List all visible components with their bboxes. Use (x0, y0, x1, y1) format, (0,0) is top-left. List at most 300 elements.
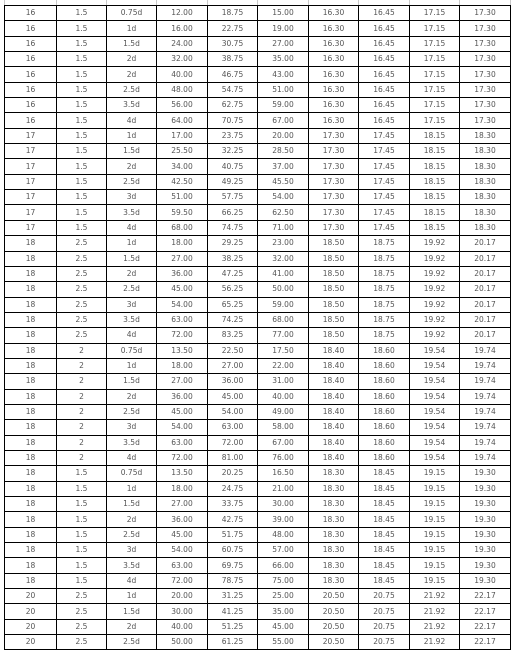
table-row (5, 6, 511, 21)
table-cell: 18.30 (460, 205, 511, 220)
table-cell: 18.50 (309, 236, 359, 251)
table-cell: 18.15 (410, 190, 460, 205)
table-cell: 32.00 (157, 52, 208, 67)
table-cell: 19.92 (410, 297, 460, 312)
table-cell: 45.50 (258, 174, 309, 189)
table-cell: 18.15 (410, 220, 460, 235)
table-cell: 17.50 (258, 343, 309, 358)
table-cell: 20 (5, 604, 57, 619)
table-cell: 20 (5, 589, 57, 604)
table-cell: 54.00 (157, 543, 208, 558)
table-cell: 16.45 (359, 6, 410, 21)
table-cell: 20.25 (208, 466, 258, 481)
table-cell: 19.74 (460, 450, 511, 465)
table-cell: 78.75 (208, 573, 258, 588)
table-row (5, 450, 511, 465)
table-cell: 2 (57, 420, 107, 435)
table-cell: 54.00 (157, 420, 208, 435)
table-cell: 59.00 (258, 297, 309, 312)
table-cell: 24.75 (208, 481, 258, 496)
table-cell: 19.30 (460, 497, 511, 512)
table-cell: 18.30 (309, 481, 359, 496)
table-cell: 2.5 (57, 266, 107, 281)
table-cell: 18.45 (359, 466, 410, 481)
table-cell: 59.50 (157, 205, 208, 220)
table-cell: 18.60 (359, 404, 410, 419)
table-cell: 2.5 (57, 282, 107, 297)
table-cell: 18 (5, 466, 57, 481)
table-cell: 2 (57, 374, 107, 389)
table-cell: 18 (5, 297, 57, 312)
table-cell: 17.15 (410, 21, 460, 36)
table-cell: 17.45 (359, 190, 410, 205)
table-cell: 19.30 (460, 573, 511, 588)
table-cell: 19.30 (460, 558, 511, 573)
table-cell: 18.45 (359, 497, 410, 512)
table-cell: 18.30 (309, 543, 359, 558)
table-cell: 38.75 (208, 52, 258, 67)
table-cell: 64.00 (157, 113, 208, 128)
table-cell: 45.00 (258, 619, 309, 634)
table-cell: 18 (5, 282, 57, 297)
table-cell: 17.15 (410, 98, 460, 113)
table-cell: 19.74 (460, 435, 511, 450)
table-cell: 17.45 (359, 128, 410, 143)
table-cell: 66.00 (258, 558, 309, 573)
table-cell: 13.50 (157, 343, 208, 358)
table-cell: 18.30 (309, 558, 359, 573)
table-cell: 19.74 (460, 389, 511, 404)
table-cell: 2 (57, 435, 107, 450)
table-cell: 3.5d (107, 558, 157, 573)
table-cell: 19.92 (410, 266, 460, 281)
table-cell: 22.17 (460, 589, 511, 604)
table-cell: 20.50 (309, 604, 359, 619)
table-row (5, 635, 511, 650)
table-cell: 4d (107, 450, 157, 465)
table-cell: 16 (5, 52, 57, 67)
table-cell: 19.54 (410, 420, 460, 435)
table-cell: 1.5 (57, 174, 107, 189)
table-cell: 21.92 (410, 635, 460, 650)
table-cell: 27.00 (258, 36, 309, 51)
table-cell: 1.5 (57, 36, 107, 51)
table-row (5, 404, 511, 419)
table-cell: 18.40 (309, 389, 359, 404)
table-cell: 2 (57, 343, 107, 358)
table-cell: 19.54 (410, 389, 460, 404)
table-row (5, 128, 511, 143)
table-cell: 2.5d (107, 282, 157, 297)
table-cell: 18 (5, 420, 57, 435)
table-cell: 1d (107, 128, 157, 143)
table-cell: 19.54 (410, 450, 460, 465)
table-cell: 38.25 (208, 251, 258, 266)
table-cell: 4d (107, 113, 157, 128)
table-cell: 18 (5, 404, 57, 419)
table-cell: 62.75 (208, 98, 258, 113)
table-cell: 18 (5, 573, 57, 588)
table-cell: 13.50 (157, 466, 208, 481)
table-cell: 22.17 (460, 604, 511, 619)
table-cell: 20.75 (359, 589, 410, 604)
table-cell: 18 (5, 558, 57, 573)
table-cell: 19.15 (410, 466, 460, 481)
table-cell: 31.00 (258, 374, 309, 389)
table-cell: 68.00 (258, 312, 309, 327)
table-cell: 1.5 (57, 527, 107, 542)
table-cell: 51.00 (157, 190, 208, 205)
table-cell: 1.5 (57, 205, 107, 220)
table-cell: 19.74 (460, 404, 511, 419)
table-cell: 17.45 (359, 205, 410, 220)
table-cell: 63.00 (208, 420, 258, 435)
table-cell: 45.00 (157, 527, 208, 542)
table-cell: 51.00 (258, 82, 309, 97)
table-cell: 56.00 (157, 98, 208, 113)
table-row (5, 266, 511, 281)
table-cell: 76.00 (258, 450, 309, 465)
table-cell: 18.15 (410, 159, 460, 174)
table-cell: 18.30 (460, 159, 511, 174)
table-cell: 22.17 (460, 635, 511, 650)
table-cell: 19.92 (410, 236, 460, 251)
table-cell: 16 (5, 6, 57, 21)
table-cell: 1.5 (57, 67, 107, 82)
table-cell: 43.00 (258, 67, 309, 82)
table-cell: 16 (5, 67, 57, 82)
table-cell: 16.45 (359, 98, 410, 113)
table-cell: 3.5d (107, 205, 157, 220)
table-cell: 18.30 (460, 144, 511, 159)
table-cell: 18.30 (309, 512, 359, 527)
table-row (5, 113, 511, 128)
table-cell: 71.00 (258, 220, 309, 235)
table-cell: 41.25 (208, 604, 258, 619)
table-cell: 1.5 (57, 497, 107, 512)
table-cell: 18.75 (359, 297, 410, 312)
table-cell: 17.45 (359, 144, 410, 159)
table-row (5, 558, 511, 573)
table-cell: 72.00 (208, 435, 258, 450)
table-cell: 1.5d (107, 604, 157, 619)
table-cell: 70.75 (208, 113, 258, 128)
table-cell: 22.50 (208, 343, 258, 358)
table-row (5, 220, 511, 235)
table-cell: 2d (107, 619, 157, 634)
table-cell: 68.00 (157, 220, 208, 235)
table-cell: 18.75 (208, 6, 258, 21)
table-cell: 2 (57, 404, 107, 419)
table-cell: 16.45 (359, 52, 410, 67)
table-cell: 3d (107, 190, 157, 205)
table-cell: 19.30 (460, 543, 511, 558)
table-cell: 32.25 (208, 144, 258, 159)
table-cell: 66.25 (208, 205, 258, 220)
table-cell: 45.00 (157, 404, 208, 419)
table-cell: 17.45 (359, 220, 410, 235)
table-cell: 17.15 (410, 36, 460, 51)
table-cell: 36.00 (208, 374, 258, 389)
table-cell: 18.15 (410, 205, 460, 220)
table-cell: 18 (5, 312, 57, 327)
table-cell: 63.00 (157, 435, 208, 450)
table-cell: 0.75d (107, 6, 157, 21)
table-cell: 65.25 (208, 297, 258, 312)
table-cell: 54.00 (157, 297, 208, 312)
table-cell: 18.40 (309, 435, 359, 450)
table-cell: 1.5 (57, 144, 107, 159)
table-cell: 18 (5, 389, 57, 404)
table-cell: 51.25 (208, 619, 258, 634)
table-cell: 18.30 (309, 466, 359, 481)
table-cell: 2.5 (57, 236, 107, 251)
table-cell: 23.00 (258, 236, 309, 251)
table-cell: 54.00 (208, 404, 258, 419)
table-cell: 23.75 (208, 128, 258, 143)
table-cell: 19.30 (460, 481, 511, 496)
table-cell: 16.45 (359, 21, 410, 36)
table-cell: 18 (5, 435, 57, 450)
table-row (5, 343, 511, 358)
table-cell: 19.92 (410, 312, 460, 327)
table-cell: 16.45 (359, 36, 410, 51)
table-cell: 2 (57, 358, 107, 373)
table-cell: 27.00 (157, 251, 208, 266)
table-row (5, 36, 511, 51)
table-cell: 18.75 (359, 266, 410, 281)
table-row (5, 389, 511, 404)
table-row (5, 589, 511, 604)
table-row (5, 67, 511, 82)
table-cell: 4d (107, 573, 157, 588)
table-cell: 2.5d (107, 635, 157, 650)
table-cell: 18.60 (359, 374, 410, 389)
table-cell: 40.75 (208, 159, 258, 174)
table-cell: 20.50 (309, 635, 359, 650)
table-cell: 19.74 (460, 343, 511, 358)
table-cell: 18.45 (359, 558, 410, 573)
table-cell: 40.00 (157, 67, 208, 82)
table-cell: 17.30 (460, 52, 511, 67)
table-cell: 2 (57, 389, 107, 404)
table-cell: 18.45 (359, 573, 410, 588)
table-cell: 50.00 (157, 635, 208, 650)
table-cell: 18.40 (309, 358, 359, 373)
table-cell: 67.00 (258, 435, 309, 450)
table-cell: 15.00 (258, 6, 309, 21)
table-cell: 17.30 (309, 174, 359, 189)
table-cell: 61.25 (208, 635, 258, 650)
table-cell: 16.45 (359, 82, 410, 97)
table-cell: 2.5d (107, 82, 157, 97)
table-cell: 19.30 (460, 512, 511, 527)
table-cell: 81.00 (208, 450, 258, 465)
table-cell: 17.15 (410, 52, 460, 67)
table-cell: 16.30 (309, 6, 359, 21)
table-cell: 2.5d (107, 404, 157, 419)
table-cell: 18 (5, 497, 57, 512)
table-cell: 18 (5, 450, 57, 465)
table-cell: 16.30 (309, 36, 359, 51)
table-cell: 18.60 (359, 420, 410, 435)
table-row (5, 527, 511, 542)
table-cell: 1d (107, 21, 157, 36)
table-cell: 1.5 (57, 512, 107, 527)
table-cell: 1.5 (57, 98, 107, 113)
table-cell: 18 (5, 328, 57, 343)
table-cell: 24.00 (157, 36, 208, 51)
table-cell: 3d (107, 297, 157, 312)
table-row (5, 236, 511, 251)
table-cell: 1.5 (57, 128, 107, 143)
table-cell: 1d (107, 589, 157, 604)
table-row (5, 159, 511, 174)
table-cell: 1.5 (57, 82, 107, 97)
table-cell: 18 (5, 374, 57, 389)
table-cell: 20.75 (359, 635, 410, 650)
table-cell: 20.00 (258, 128, 309, 143)
table-cell: 75.00 (258, 573, 309, 588)
table-cell: 18.75 (359, 236, 410, 251)
table-cell: 34.00 (157, 159, 208, 174)
table-cell: 39.00 (258, 512, 309, 527)
table-cell: 17 (5, 220, 57, 235)
table-cell: 19.15 (410, 512, 460, 527)
table-cell: 1.5 (57, 543, 107, 558)
table-cell: 51.75 (208, 527, 258, 542)
table-cell: 18.30 (309, 573, 359, 588)
table-cell: 2d (107, 389, 157, 404)
table-cell: 74.75 (208, 220, 258, 235)
table-cell: 16.30 (309, 98, 359, 113)
table-cell: 18 (5, 251, 57, 266)
table-cell: 19.15 (410, 481, 460, 496)
table-row (5, 282, 511, 297)
table-cell: 18.15 (410, 144, 460, 159)
table-cell: 18.15 (410, 174, 460, 189)
table-cell: 27.00 (208, 358, 258, 373)
table-cell: 18.30 (460, 190, 511, 205)
table-cell: 16.45 (359, 67, 410, 82)
table-cell: 1.5d (107, 36, 157, 51)
table-cell: 2 (57, 450, 107, 465)
table-cell: 30.75 (208, 36, 258, 51)
table-cell: 1.5d (107, 251, 157, 266)
table-cell: 1.5d (107, 144, 157, 159)
table-cell: 2.5 (57, 251, 107, 266)
table-cell: 17.30 (460, 67, 511, 82)
table-cell: 2.5 (57, 312, 107, 327)
table-cell: 16.30 (309, 67, 359, 82)
table-row (5, 374, 511, 389)
table-cell: 17 (5, 159, 57, 174)
table-cell: 17.45 (359, 159, 410, 174)
table-cell: 20.50 (309, 589, 359, 604)
table-cell: 57.00 (258, 543, 309, 558)
table-cell: 0.75d (107, 343, 157, 358)
table-cell: 18.60 (359, 389, 410, 404)
table-cell: 27.00 (157, 497, 208, 512)
table-cell: 55.00 (258, 635, 309, 650)
table-cell: 19.15 (410, 543, 460, 558)
table-row (5, 297, 511, 312)
table-cell: 22.00 (258, 358, 309, 373)
table-cell: 18.00 (157, 236, 208, 251)
table-row (5, 144, 511, 159)
table-cell: 1d (107, 481, 157, 496)
table-row (5, 435, 511, 450)
table-cell: 18.30 (309, 527, 359, 542)
table-cell: 19.15 (410, 573, 460, 588)
table-cell: 17 (5, 144, 57, 159)
table-cell: 18 (5, 512, 57, 527)
table-row (5, 512, 511, 527)
table-cell: 21.92 (410, 619, 460, 634)
table-cell: 3.5d (107, 435, 157, 450)
table-cell: 22.75 (208, 21, 258, 36)
table-cell: 67.00 (258, 113, 309, 128)
table-cell: 17 (5, 190, 57, 205)
table-cell: 0.75d (107, 466, 157, 481)
table-cell: 18 (5, 527, 57, 542)
table-cell: 45.00 (208, 389, 258, 404)
table-cell: 18.60 (359, 343, 410, 358)
table-cell: 19.92 (410, 328, 460, 343)
table-cell: 17.15 (410, 82, 460, 97)
table-cell: 16 (5, 21, 57, 36)
table-cell: 16.30 (309, 82, 359, 97)
table-cell: 3d (107, 420, 157, 435)
table-body (5, 6, 511, 650)
table-cell: 16.30 (309, 52, 359, 67)
table-cell: 2d (107, 159, 157, 174)
table-cell: 72.00 (157, 328, 208, 343)
table-cell: 25.00 (258, 589, 309, 604)
table-cell: 18.15 (410, 128, 460, 143)
table-cell: 57.75 (208, 190, 258, 205)
table-cell: 20.17 (460, 251, 511, 266)
table-cell: 29.25 (208, 236, 258, 251)
table-cell: 19.74 (460, 420, 511, 435)
table-cell: 20.75 (359, 619, 410, 634)
table-cell: 20.17 (460, 266, 511, 281)
table-cell: 18.50 (309, 312, 359, 327)
table-cell: 17.30 (309, 159, 359, 174)
table-cell: 18.45 (359, 543, 410, 558)
table-cell: 17.30 (309, 144, 359, 159)
table-cell: 2d (107, 512, 157, 527)
table-cell: 17.30 (460, 82, 511, 97)
table-cell: 17.30 (309, 190, 359, 205)
table-cell: 20.00 (157, 589, 208, 604)
table-cell: 1.5 (57, 21, 107, 36)
table-cell: 3d (107, 543, 157, 558)
table-cell: 63.00 (157, 558, 208, 573)
table-cell: 18.50 (309, 282, 359, 297)
table-cell: 18.00 (157, 481, 208, 496)
table-cell: 18.75 (359, 312, 410, 327)
table-cell: 19.30 (460, 466, 511, 481)
table-cell: 18.50 (309, 266, 359, 281)
table-cell: 18 (5, 481, 57, 496)
table-cell: 20 (5, 635, 57, 650)
table-cell: 18.40 (309, 374, 359, 389)
table-cell: 17.30 (460, 98, 511, 113)
table-cell: 18 (5, 358, 57, 373)
table-cell: 18.75 (359, 282, 410, 297)
table-cell: 21.92 (410, 589, 460, 604)
